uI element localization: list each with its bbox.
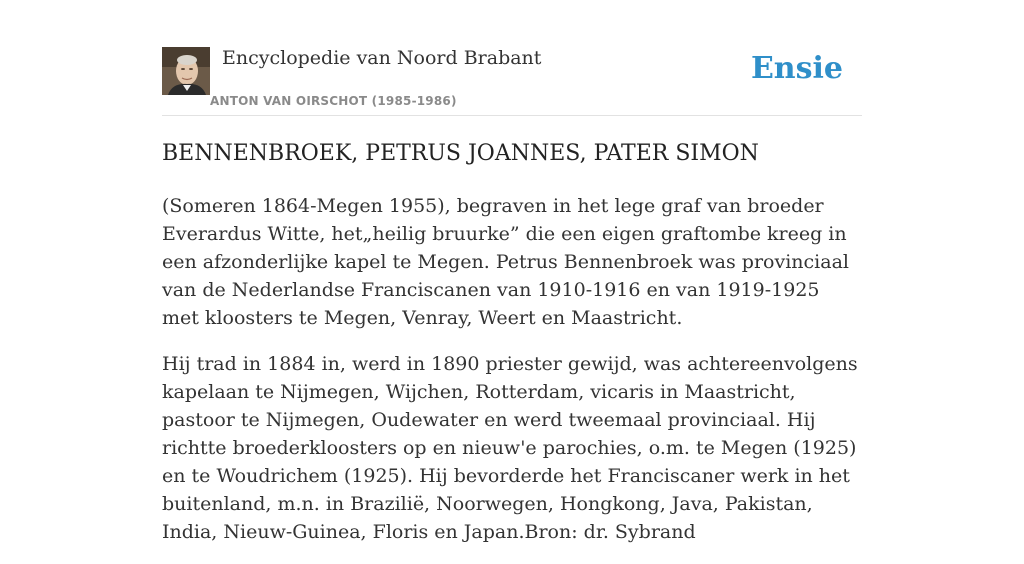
article-title: BENNENBROEK, PETRUS JOANNES, PATER SIMON: [162, 141, 759, 166]
brand-logo[interactable]: Ensie: [750, 51, 843, 86]
header-divider: [162, 115, 862, 116]
author-byline[interactable]: ANTON VAN OIRSCHOT (1985-1986): [210, 94, 457, 108]
header: [162, 46, 862, 116]
avatar[interactable]: [162, 47, 210, 95]
article-body: [162, 192, 862, 564]
site-title[interactable]: Encyclopedie van Noord Brabant: [222, 47, 542, 69]
article-paragraph: Hij trad in 1884 in, werd in 1890 priester gewijd, was achtereenvolgens kapelaan te Nijmegen, Wijchen, Rotterdam, vicaris in Maastricht, pastoor te Nijmegen, Oudewater en werd tweemaal provinciaal. Hij richtte broederkloosters op en nieuw'e parochies, o.m. te Megen (1925) en te Woudrichem (1925). Hij bevorderde het Franciscaner werk in het buitenland, m.n. in Brazilië, Noorwegen, Hongkong, Java, Pakistan, India, Nieuw-Guinea, Floris en Japan.Bron: dr. Sybrand: [162, 353, 858, 543]
person-portrait-icon: [162, 47, 210, 95]
article-paragraph: (Someren 1864-Megen 1955), begraven in het lege graf van broeder Everardus Witte, het„heilig bruurke” die een eigen graftombe kreeg in een afzonderlijke kapel te Megen. Petrus Bennenbroek was provinciaal van de Nederlandse Franciscanen van 1910-1916 en van 1919-1925 met kloosters te Megen, Venray, Weert en Maastricht.: [162, 195, 849, 329]
